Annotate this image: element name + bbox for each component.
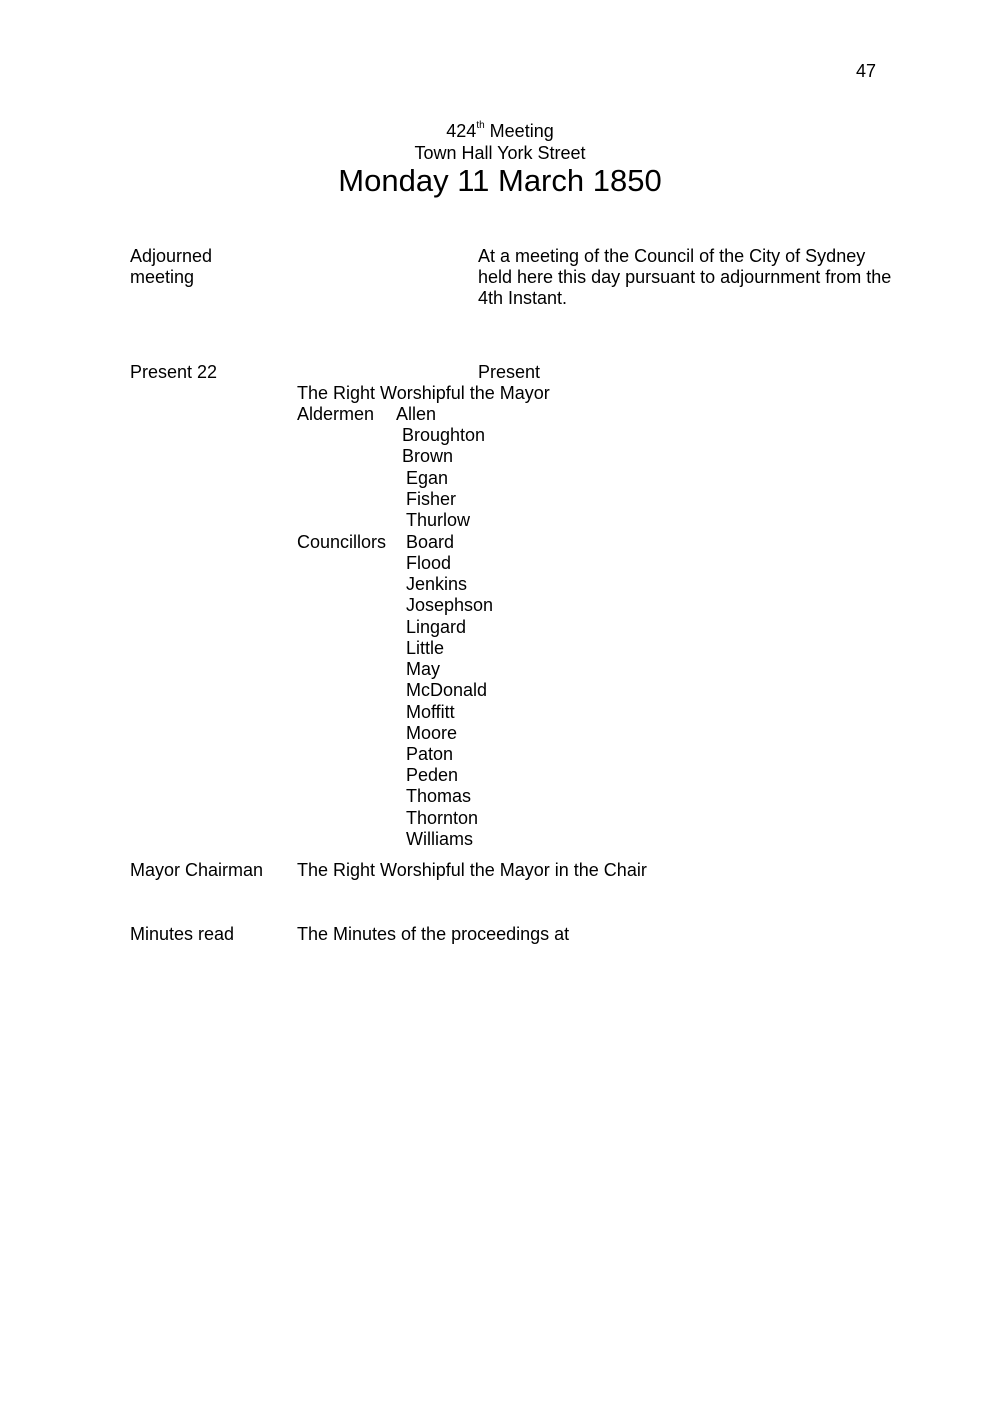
alderman-name: Fisher	[406, 489, 457, 509]
margin-note-present: Present 22	[130, 362, 218, 382]
present-mayor-line: The Right Worshipful the Mayor	[297, 383, 550, 403]
present-heading: Present	[478, 362, 541, 382]
councillor-name: Board	[406, 532, 455, 552]
councillor-name: Paton	[406, 744, 454, 764]
adjourned-text-line1: At a meeting of the Council of the City of Sydney	[478, 246, 866, 266]
margin-note-adjourned-line1: Adjourned	[130, 246, 213, 266]
page-number: 47	[856, 61, 877, 81]
councillor-name: Flood	[406, 553, 452, 573]
alderman-name: Allen	[396, 404, 437, 424]
margin-note-adjourned-line2: meeting	[130, 267, 195, 287]
margin-note-minutes: Minutes read	[130, 924, 235, 944]
councillor-name: Thomas	[406, 786, 472, 806]
councillor-name: Jenkins	[406, 574, 468, 594]
adjourned-text-line3: 4th Instant.	[478, 288, 568, 308]
councillors-label: Councillors	[297, 532, 387, 552]
meeting-number-value: 424	[446, 121, 477, 141]
councillor-name: Josephson	[406, 595, 494, 615]
councillor-name: Moffitt	[406, 702, 455, 722]
councillor-name: Williams	[406, 829, 473, 849]
councillor-name: May	[406, 659, 441, 679]
alderman-name: Thurlow	[406, 510, 471, 530]
councillor-name: Moore	[406, 723, 458, 743]
councillor-name: Thornton	[406, 808, 479, 828]
councillor-name: McDonald	[406, 680, 488, 700]
venue: Town Hall York Street	[414, 143, 586, 163]
alderman-name: Brown	[402, 446, 454, 466]
adjourned-text-line2: held here this day pursuant to adjournment from the	[478, 267, 892, 287]
minutes-text: The Minutes of the proceedings at	[297, 924, 570, 944]
alderman-name: Egan	[406, 468, 449, 488]
meeting-ordinal: th	[476, 120, 485, 131]
councillor-name: Peden	[406, 765, 459, 785]
date-title: Monday 11 March 1850	[338, 163, 662, 198]
chairman-text: The Right Worshipful the Mayor in the Chair	[297, 860, 647, 880]
meeting-number	[0, 121, 1000, 142]
margin-note-chairman: Mayor Chairman	[130, 860, 264, 880]
alderman-name: Broughton	[402, 425, 486, 445]
aldermen-label: Aldermen	[297, 404, 375, 424]
councillor-name: Lingard	[406, 617, 467, 637]
meeting-word: Meeting	[484, 121, 554, 141]
councillor-name: Little	[406, 638, 445, 658]
